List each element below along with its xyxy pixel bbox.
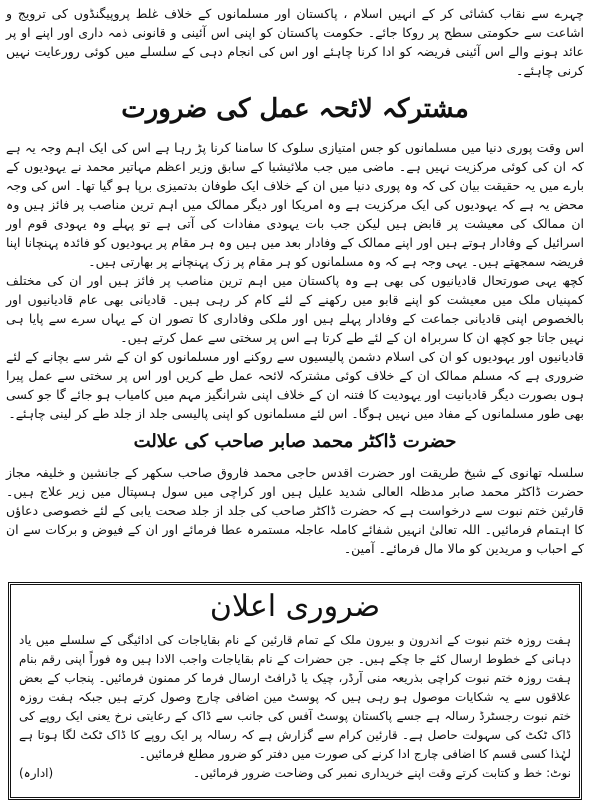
important-notice-box: [8, 582, 582, 800]
section1-paragraph-2: کچھ یہی صورتحال قادیانیوں کی بھی ہے وہ پاکستان میں اہم ترین مناصب پر فائز ہیں اور ان کی مختلف کمپنیاں ملک میں معیشت کو اپنے قابو میں رکھنے کے لئے کام کر رہی ہیں۔ قادیانی بھی عام قادیانیوں اور بالخصوص اپنی قادیانی جماعت کے وفادار پہلے ہیں اور ملکی وفاداری کا تصور ان کے یہاں سرے سے پایا ہی نہیں جاتا جو کچھ ان کا سربراہ ان کے لئے طے کرتا ہے اس پر سختی سے عمل کرتے ہیں۔: [6, 273, 584, 345]
notice-paragraph: ہفت روزہ ختم نبوت کے اندرون و بیرون ملک کے تمام قارئین کے نام بقایاجات کی ادائیگی کے سلسلے میں یاد دہانی کے خطوط ارسال کئے جا چکے ہیں۔ جن حضرات کے نام بقایاجات واجب الادا ہیں وہ فوراً اپنی رقم بنام ہفت روزہ ختم نبوت کراچی بذریعہ منی آرڈر، چیک یا ڈرافٹ ارسال فرما کر ممنون فرمائیں۔ پنجاب کے بعض علاقوں سے یہ شکایات موصول ہو رہی ہیں کہ پوسٹ مین اضافی چارج وصول کرتے ہیں جبکہ ہفت روزہ ختم نبوت رجسٹرڈ رسالہ ہے جسے پاکستان پوسٹ آفس کی جانب سے ڈاک کے رعایتی نرخ یعنی ایک روپے کی ڈاک ٹکٹ کی سہولت حاصل ہے۔ قارئین کرام سے گزارش ہے کہ رسالہ پر ایک روپے کا ڈاک ٹکٹ لگا ہوتا ہے لہٰذا کسی قسم کا اضافی چارج ادا کرنے کی صورت میں دفتر کو ضرور مطلع فرمائیں۔: [19, 633, 571, 761]
intro-paragraph: چہرے سے نقاب کشائی کر کے انہیں اسلام ، پاکستان اور مسلمانوں کے خلاف غلط پروپیگنڈوں کی ترویج و اشاعت سے حکومتی سطح پر روکا جائے۔ حکومت پاکستان کو اپنی اس آئینی و قانونی ذمہ داری اور اپنے او پر عائد ہونے والے اس آئینی فریضہ کو ادا کرنا چاہئے اور اس کی انجام دہی کے سلسلے میں کوئی رورعایت نہیں کرنی چاہئے۔: [6, 6, 584, 78]
section1-paragraph-1: اس وقت پوری دنیا میں مسلمانوں کو جس امتیازی سلوک کا سامنا کرنا پڑ رہا ہے اس کی ایک اہم وجہ یہ ہے کہ ان کی کوئی مرکزیت نہیں ہے۔ ماضی میں جب ملائیشیا کے سابق وزیر اعظم مہاتیر محمد نے یہودیوں کے بارے میں یہ حقیقت بیان کی کہ وہ پوری دنیا میں ان کے خلاف ایک طوفان بدتمیزی برپا ہو گیا تھا۔ اس کی وجہ محض یہ ہے کہ یہودیوں کی ایک مرکزیت ہے وہ امریکا اور دیگر ممالک میں اہم ترین مناصب پر فائز ہیں وہ ان ممالک کی معیشت پر قابض ہیں لیکن جب بات یہودی مفادات کی آتی ہے تو پہلے وہ یہودی قوم اور اسرائیل کے وفادار ہوتے ہیں اور اپنے ممالک کے وفادار بعد میں ہیں وہ ہر مقام پر یہودیوں کو فائدہ پہنچانا اپنا فریضہ سمجھتے ہیں۔ یہی وجہ ہے کہ وہ مسلمانوں کو ہر مقام پر زک پہنچانے پر بھارتی ہیں۔: [6, 140, 584, 269]
notice-note: نوٹ: خط و کتابت کرتے وقت اپنے خریداری نمبر کی وضاحت ضرور فرمائیں۔: [193, 766, 571, 780]
section-heading-illness: حضرت ڈاکٹر محمد صابر صاحب کی علالت: [133, 431, 457, 452]
section1-paragraph-3: قادیانیوں اور یہودیوں کو ان کی اسلام دشمن پالیسیوں سے روکنے اور مسلمانوں کو ان کے شر سے بچانے کے لئے ضروری ہے کہ مسلم ممالک ان کے خلاف کوئی مشترکہ لائحہ عمل طے کریں اور اس پر سختی سے عمل پیرا ہوں بصورت دیگر قادیانیت اور یہودیت کا فتنہ ان کے خلاف اپنی شرانگیز مہم میں کامیاب ہو جائے گا جو کسی بھی طور مسلمانوں کے مفاد میں نہیں ہوگا۔ اس لئے مسلمانوں کو اپنی پالیسی جلد از جلد طے کر لینی چاہئے۔: [6, 349, 584, 421]
notice-footer: [19, 764, 571, 783]
section2-paragraph: سلسلہ تھانوی کے شیخ طریقت اور حضرت اقدس حاجی محمد فاروق صاحب سکھر کے جانشین و خلیفہ مجاز حضرت ڈاکٹر محمد صابر مدظلہ العالی شدید علیل ہیں اور کراچی میں سول ہسپتال میں زیر علاج ہیں۔ قارئین ختم نبوت سے درخواست ہے کہ حضرت ڈاکٹر صاحب کی جلد از جلد صحت یابی کے لئے خصوصی دعاؤں کا اہتمام فرمائیں۔ اللہ تعالیٰ انہیں شفائے کاملہ عاجلہ مستمرہ عطا فرمائے اور ان کے فیوض و برکات سے ان کے احباب و مریدین کو مالا مال فرمائے۔ آمین۔: [6, 465, 584, 556]
notice-signature: (ادارہ): [19, 766, 54, 780]
notice-title: ضروری اعلان: [209, 589, 381, 624]
section-heading-joint-strategy: مشترکہ لائحہ عمل کی ضرورت: [121, 94, 469, 124]
